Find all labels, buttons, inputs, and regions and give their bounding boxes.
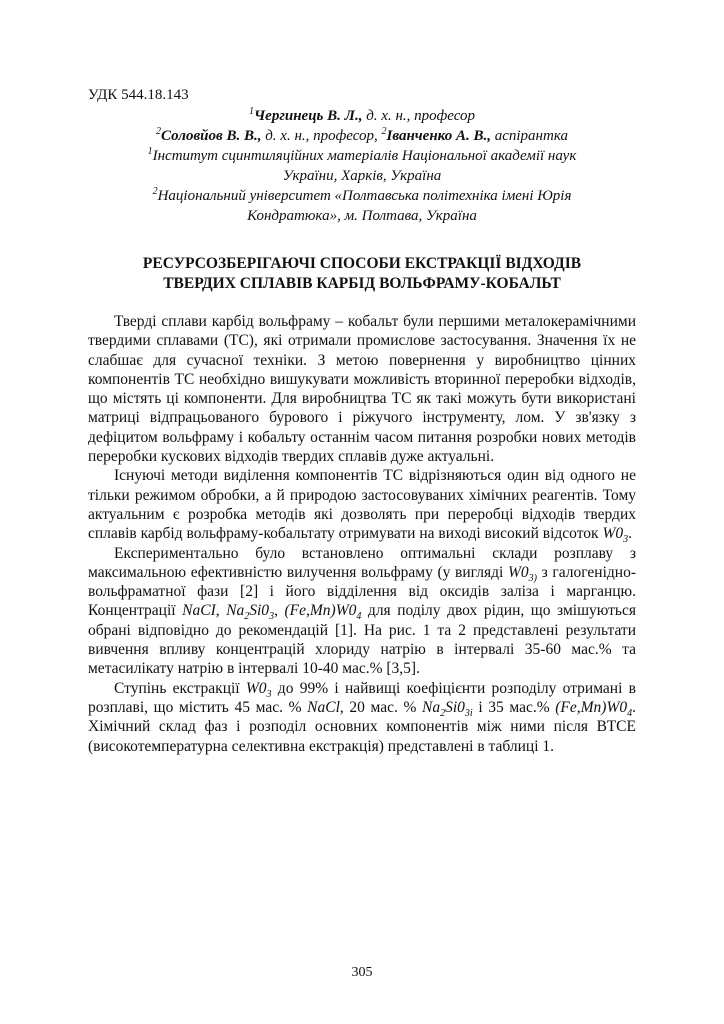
author-line-2 <box>88 126 636 146</box>
udc-code: УДК 544.18.143 <box>88 87 189 103</box>
affiliation-mark: 2 <box>381 126 387 137</box>
author-name: Соловйов В. В., <box>161 128 262 144</box>
paragraph-text: Існуючі методи виділення компонентів ТС відрізняються один від одного не тільки режимом обробки, а й природою застосовуваних хімічних реагентів. Тому актуальним є розробка методів які дозволять при переробці відходів твердих сплавів карбід вольфраму-кобальтату отримувати на виході високий відсоток <box>88 467 636 543</box>
paragraph-text: Ступінь екстракції <box>114 679 246 697</box>
paper-title <box>88 254 636 294</box>
paragraph-2: Існуючі методи виділення компонентів ТС відрізняються один від одного не тільки режимом обробки, а й природою застосовуваних хімічних реагентів. Тому актуальним є розробка методів які дозволять при переробці відходів твердих сплавів карбід вольфраму-кобальтату отримувати на виході високий відсоток $W0_3$. <box>88 467 636 546</box>
paragraph-text: Експериментально було встановлено оптимальні склади розплаву з максимальною ефективністю вилучення вольфраму (у вигляді <box>88 544 636 581</box>
author-degree: д. х. н., професор <box>362 108 476 124</box>
formula: $(Fe,Mn)W0_4$ <box>555 698 633 720</box>
author-degree: д. х. н., професор, <box>261 128 382 144</box>
formula: NaCl <box>307 698 340 716</box>
formula: $W0_3$ <box>245 679 272 700</box>
institution-2-line-2: Кондратюка», м. Полтава, Україна <box>247 208 477 224</box>
page-number: 305 <box>351 965 373 980</box>
formula: NaCI, $Na_2Si0_3$ <box>182 602 275 623</box>
paragraph-1: Тверді сплави карбід вольфраму – кобальт були першими металокерамічними твердими сплавами (ТС), які отримали промислове застосування. Значення їх не слабшає для сучасної техніки. З метою повернення у виробництво цінних компонентів ТС необхідно вишукувати можливість вторинної переробки відходів, що містять ці компоненти. Для виробництва ТС як такі можуть бути використані матриці відпрацьованого бурового і ріжучого інструменту, лом. У зв'язку з дефіцитом вольфраму і кобальту останнім часом питання розробки нових методів переробки кускових відходів твердих сплавів дуже актуальні. <box>88 313 636 466</box>
title-line-1: РЕСУРСОЗБЕРІГАЮЧІ СПОСОБИ ЕКСТРАКЦІЇ ВІДХОДІВ <box>142 255 582 272</box>
institution-2-line-1 <box>88 186 636 206</box>
author-degree: аспірантка <box>490 128 568 144</box>
affiliation-mark: 2 <box>152 186 158 197</box>
institution-1-line-1 <box>88 146 636 166</box>
paper-page <box>88 86 636 756</box>
formula: $W0_3$ <box>602 525 629 546</box>
author-line-1 <box>88 106 636 126</box>
affiliation-mark: 1 <box>147 146 153 157</box>
formula: $Na_2Si0_{3і}$ <box>422 698 473 720</box>
institution-text: Інститут сцинтиляційних матеріалів Національної академії наук <box>152 148 577 164</box>
formula: $W0_{3)}$ <box>507 563 537 584</box>
formula: $(Fe,Mn)W0_4$ <box>284 602 362 623</box>
institution-text: Національний університет «Полтавська політехніка імені Юрія <box>157 188 572 204</box>
institution-1-line-2: України, Харків, Україна <box>282 168 442 184</box>
affiliation-mark: 1 <box>248 106 254 117</box>
paragraph-3: Експериментально було встановлено оптимальні склади розплаву з максимальною ефективністю вилучення вольфраму (у вигляді $W0_{3)}$ з галогенідно-вольфраматної фази [2] і його відділення від оксидів заліза і марганцю. Концентрації NaCI, $Na_2Si0_3$, $(Fe,Mn)W0_4$ для поділу двох рідин, що змішуються обрані відповідно до рекомендацій [1]. На рис. 1 та 2 представлені результати вивчення впливу концентрацій хлориду натрію в інтервалі 35-60 мас.% та метасилікату натрію в інтервалі 10-40 мас.% [3,5]. <box>88 544 636 678</box>
author-name: Іванченко А. В., <box>386 128 491 144</box>
body-text <box>88 312 636 756</box>
author-name: Чергинець В. Л., <box>253 108 363 124</box>
title-line-2: ТВЕРДИХ СПЛАВІВ КАРБІД ВОЛЬФРАМУ-КОБАЛЬТ <box>163 275 561 292</box>
affiliation-mark: 2 <box>156 126 162 137</box>
authors-block <box>88 106 636 226</box>
paragraph-4: Ступінь екстракції $W0_3$ до 99% і найвищі коефіцієнти розподілу отримані в розплаві, що містить 45 мас. % NaCl, 20 мас. % $Na_2Si0_{3і}$ і 35 мас.% $(Fe,Mn)W0_4$. Хімічний склад фаз і розподіл основних компонентів між ними після ВТСЕ (високотемпературна селективна екстракція) представлені в таблиці 1. <box>88 679 637 755</box>
